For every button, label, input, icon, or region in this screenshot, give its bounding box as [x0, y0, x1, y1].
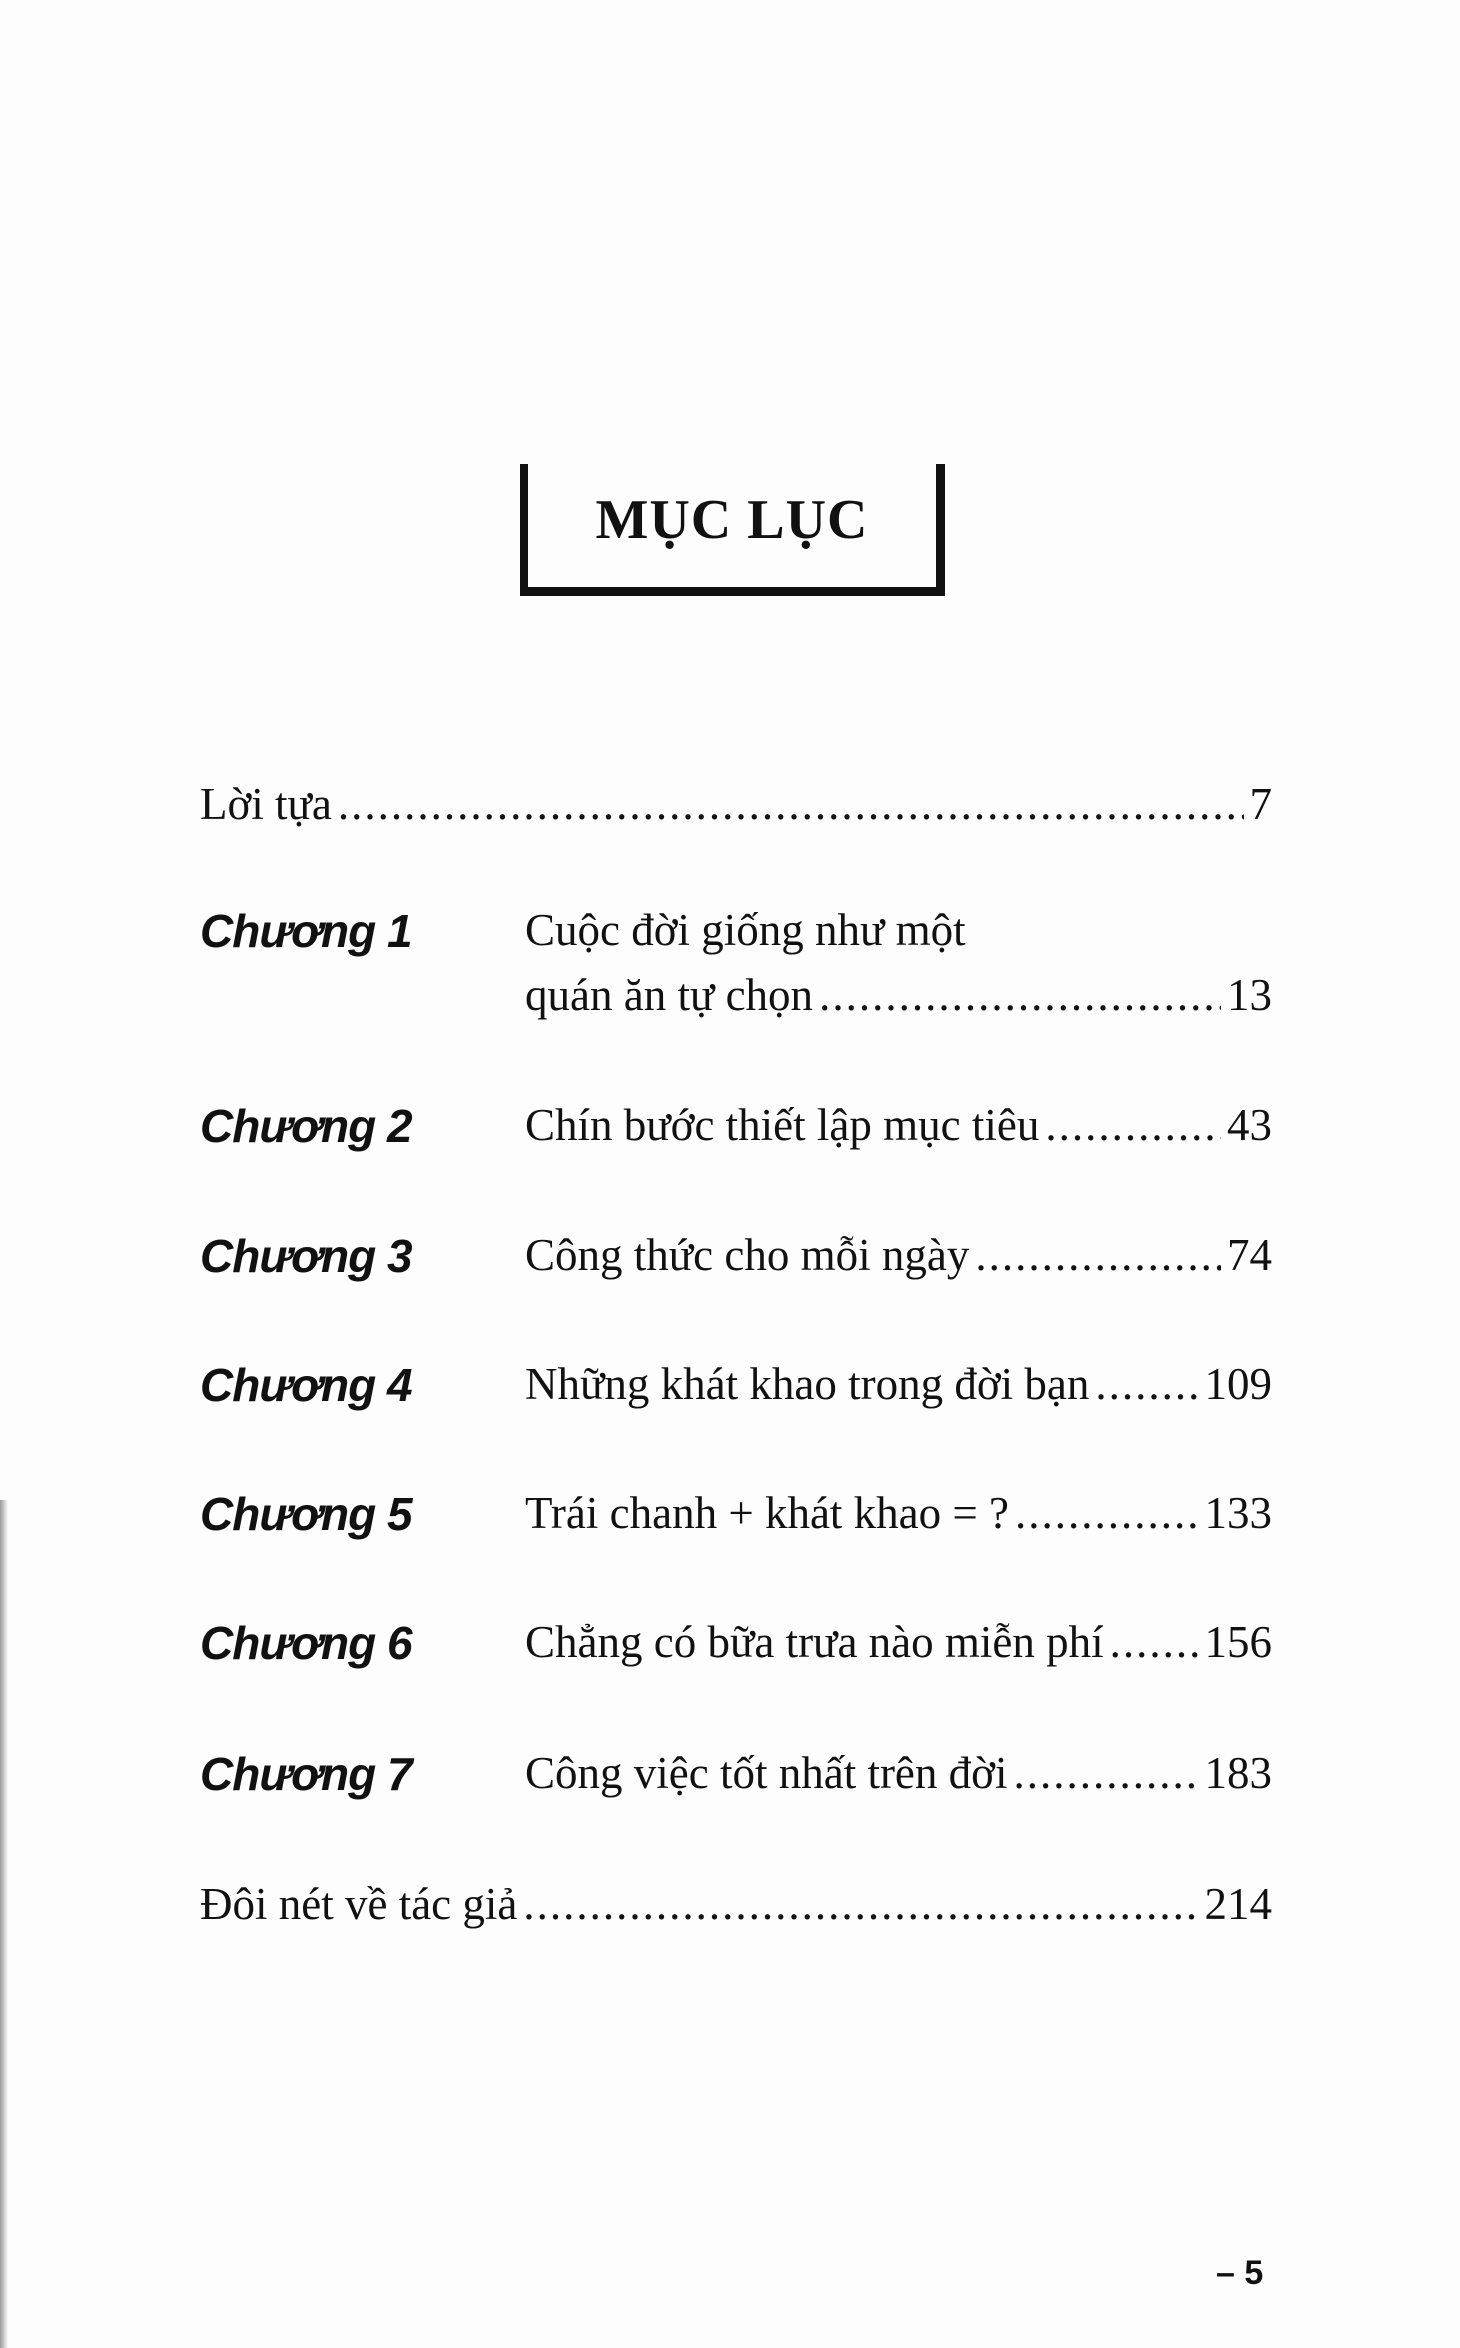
entry-title: Trái chanh + khát khao = ?	[525, 1488, 1009, 1538]
entry-title: quán ăn tự chọn	[525, 970, 814, 1020]
toc-entry-chapter-3[interactable]	[200, 1230, 1272, 1282]
entry-page: 43	[1227, 1100, 1272, 1150]
toc-entry-chapter-7[interactable]	[200, 1748, 1272, 1800]
dot-leader	[1045, 1103, 1221, 1148]
entry-title: Những khát khao trong đời bạn	[525, 1359, 1090, 1409]
toc-entry-chapter-6[interactable]	[200, 1617, 1272, 1669]
toc-entry-chapter-5[interactable]	[200, 1488, 1272, 1540]
chapter-label: Chương 6	[200, 1617, 412, 1669]
scan-edge-shadow	[0, 1500, 8, 2348]
dot-leader	[1110, 1620, 1199, 1665]
chapter-label: Chương 1	[200, 905, 412, 957]
entry-title-line1: Cuộc đời giống như một	[525, 905, 966, 955]
entry-page: 109	[1204, 1359, 1272, 1409]
entry-page: 156	[1204, 1617, 1272, 1667]
toc-entry-chapter-4[interactable]	[200, 1359, 1272, 1411]
entry-title: Đôi nét về tác giả	[200, 1879, 518, 1929]
dot-leader	[975, 1233, 1221, 1278]
entry-page: 183	[1204, 1748, 1272, 1798]
chapter-label: Chương 2	[200, 1100, 412, 1152]
entry-title: Chín bước thiết lập mục tiêu	[525, 1100, 1040, 1150]
entry-page: 214	[1204, 1879, 1272, 1929]
entry-page: 74	[1227, 1230, 1272, 1280]
toc-entry-about-author[interactable]	[200, 1879, 1272, 1929]
entry-title: Lời tựa	[200, 779, 332, 829]
chapter-label: Chương 4	[200, 1359, 412, 1411]
entry-title: Công thức cho mỗi ngày	[525, 1230, 970, 1280]
dot-leader	[1095, 1362, 1198, 1407]
entry-page: 13	[1227, 970, 1272, 1020]
dot-leader	[338, 782, 1244, 827]
chapter-label: Chương 5	[200, 1488, 412, 1540]
toc-entry-chapter-2[interactable]	[200, 1100, 1272, 1152]
chapter-label: Chương 3	[200, 1230, 412, 1282]
dot-leader	[1015, 1491, 1199, 1536]
dot-leader	[1013, 1751, 1198, 1796]
chapter-label: Chương 7	[200, 1748, 412, 1800]
page-number: – 5	[1216, 2254, 1264, 2292]
dot-leader	[523, 1882, 1198, 1927]
entry-page: 133	[1204, 1488, 1272, 1538]
entry-title: Chẳng có bữa trưa nào miễn phí	[525, 1617, 1104, 1667]
entry-page: 7	[1249, 779, 1272, 829]
toc-entry-chapter-1[interactable]	[200, 905, 1272, 1020]
entry-title: Công việc tốt nhất trên đời	[525, 1748, 1008, 1798]
heading-frame	[520, 464, 945, 596]
page-heading: MỤC LỤC	[595, 489, 869, 551]
dot-leader	[819, 973, 1221, 1018]
toc-entry-preface[interactable]	[200, 779, 1272, 829]
